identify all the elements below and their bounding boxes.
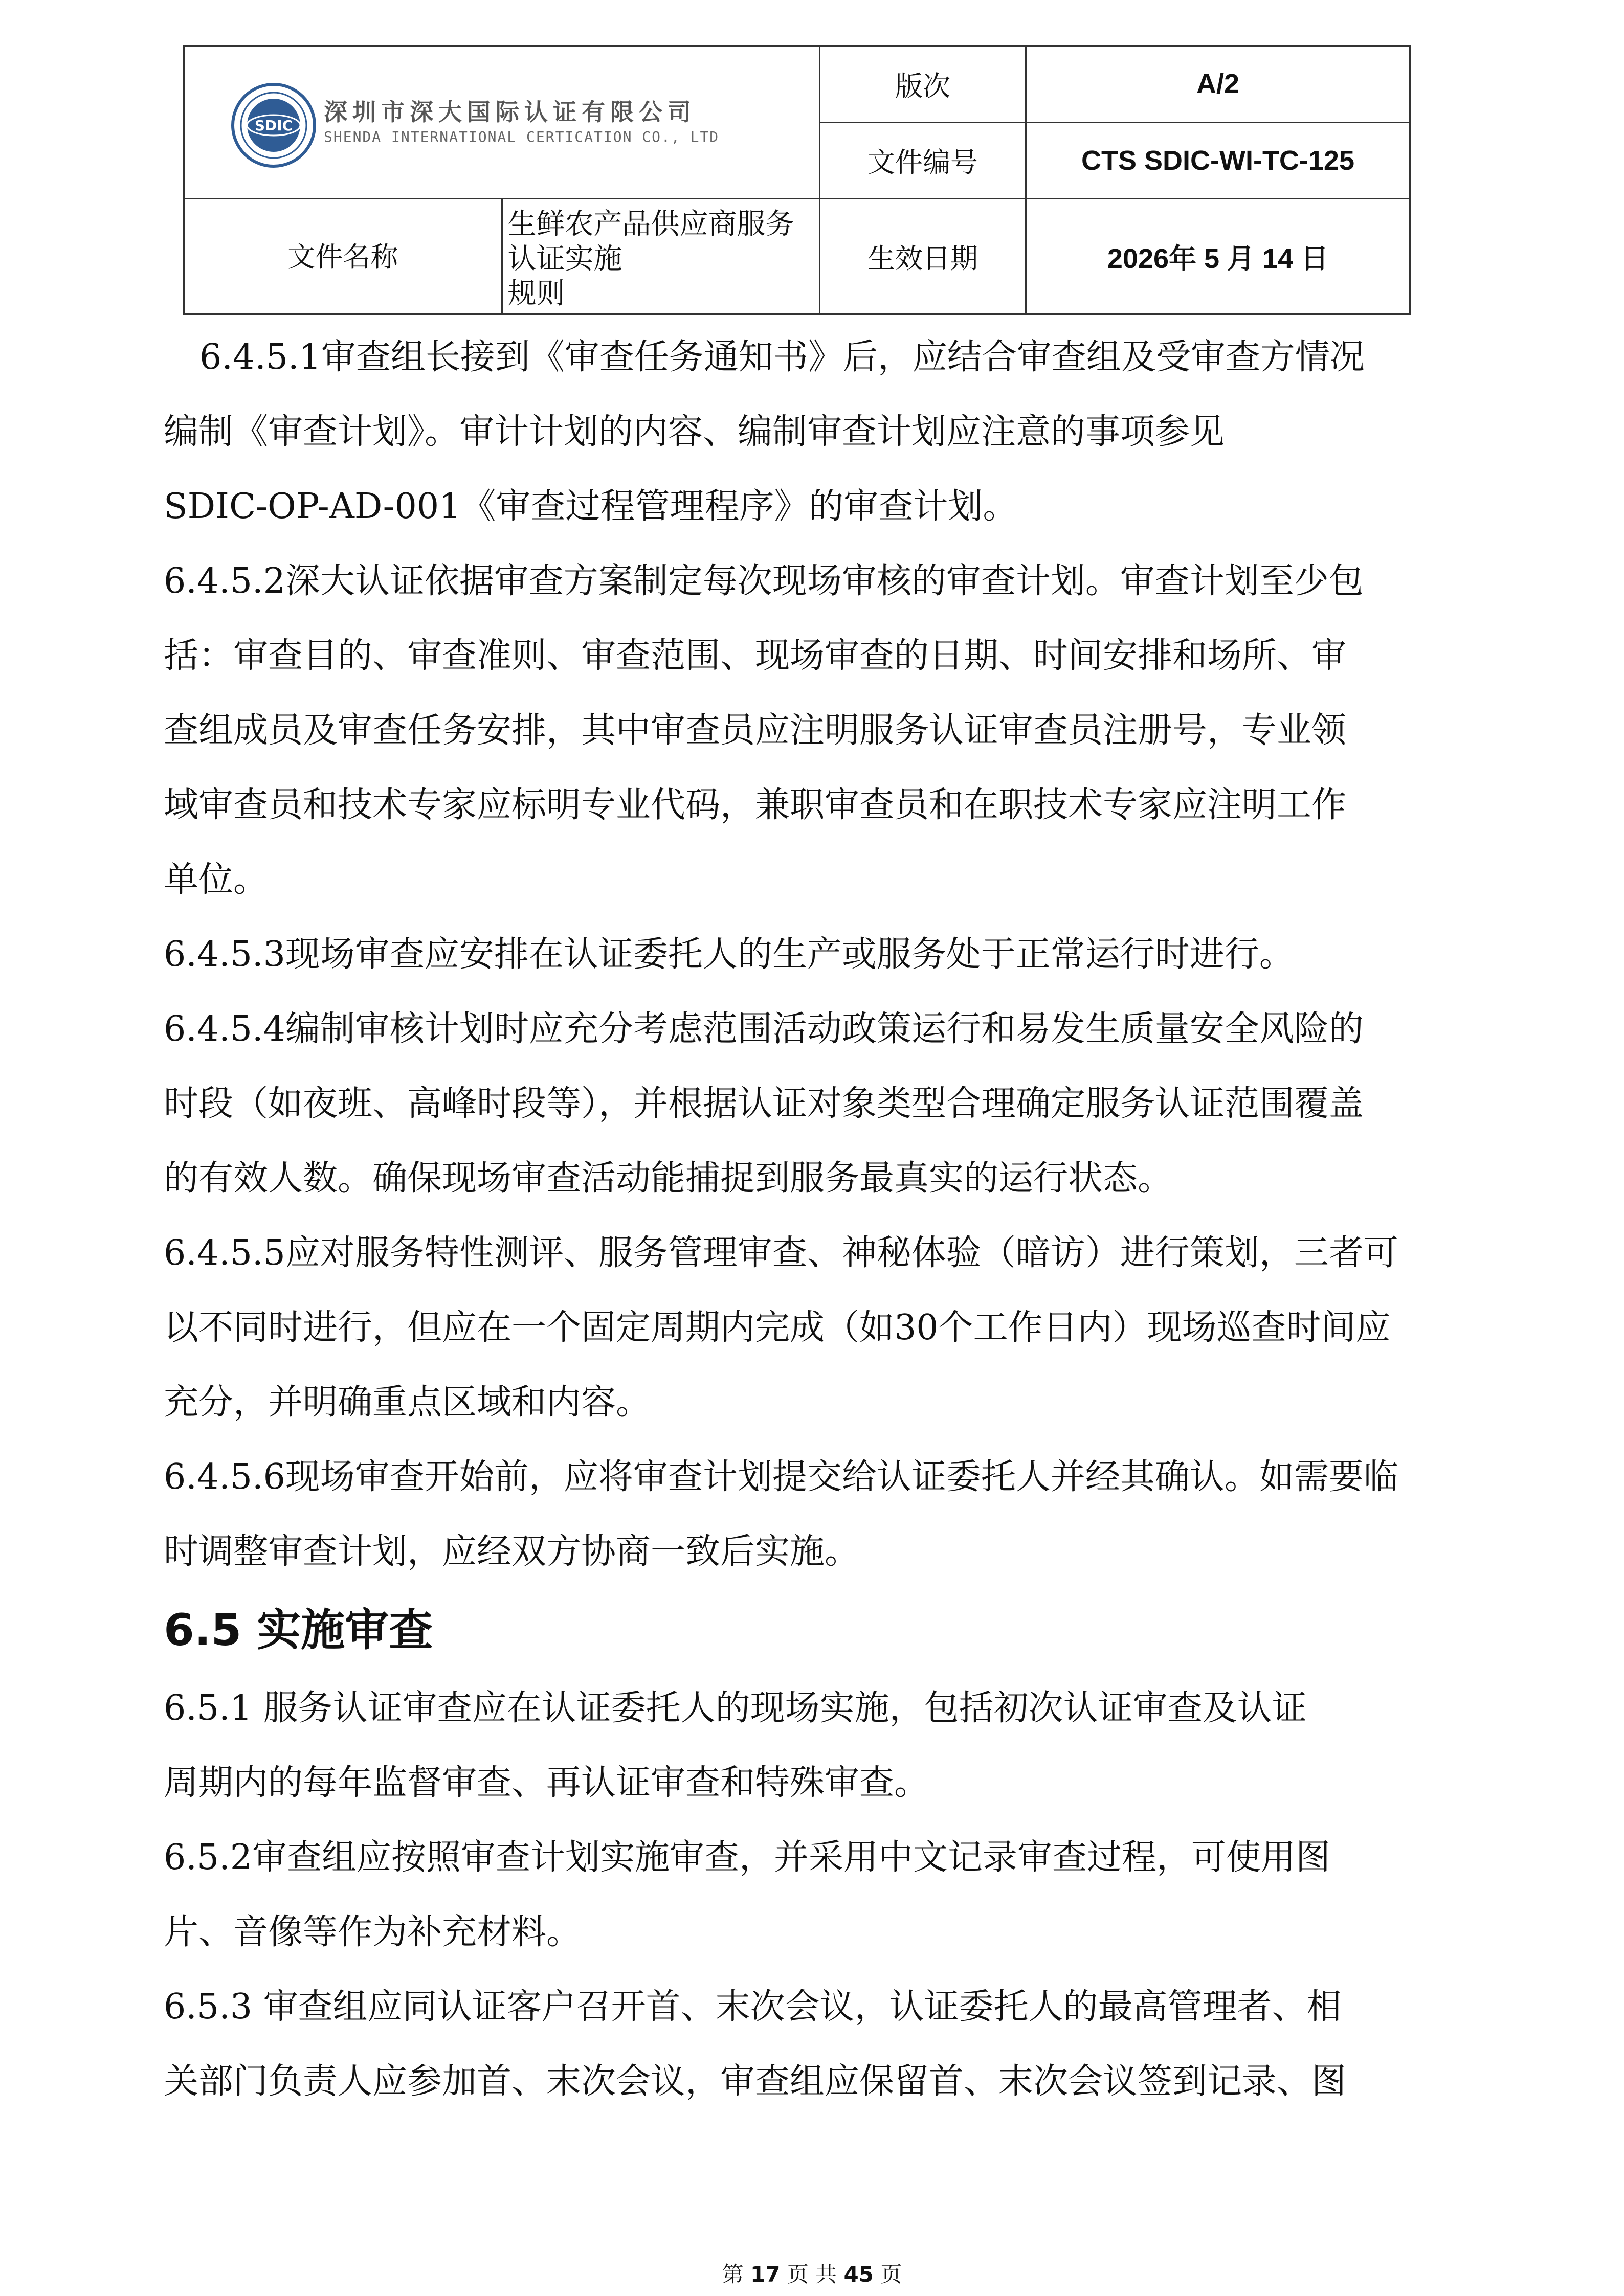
text-line: 以不同时进行，但应在一个固定周期内完成（如30个工作日内）现场巡查时间应 (164, 1308, 1391, 1348)
text-line: 单位。 (164, 860, 269, 900)
text-line: 6.4.5.5应对服务特性测评、服务管理审查、神秘体验（暗访）进行策划，三者可 (164, 1233, 1398, 1273)
paragraph-6-5-1 (164, 1671, 1473, 1820)
text-line: 6.4.5.4编制审核计划时应充分考虑范围活动政策运行和易发生质量安全风险的 (164, 1009, 1364, 1049)
paragraph-6-5-3 (164, 1970, 1473, 2119)
text-line: 查组成员及审查任务安排，其中审查员应注明服务认证审查员注册号，专业领 (164, 710, 1347, 751)
doc-number-label: 文件编号 (820, 122, 1026, 199)
text-line: 6.4.5.1审查组长接到《审查任务通知书》后，应结合审查组及受审查方情况 (199, 337, 1365, 377)
text-line: 6.5.2审查组应按照审查计划实施审查，并采用中文记录审查过程，可使用图 (164, 1837, 1331, 1878)
effective-date-label: 生效日期 (820, 199, 1026, 314)
text-line: 编制《审查计划》。审计计划的内容、编制审查计划应注意的事项参见 (164, 412, 1225, 452)
document-body (164, 320, 1473, 2119)
document-header-table (183, 45, 1411, 315)
text-line: 6.5.3 审查组应同认证客户召开首、末次会议，认证委托人的最高管理者、相 (164, 1987, 1342, 2027)
footer-middle: 页 共 (787, 2262, 837, 2287)
section-title-6-5: 6.5 实施审查 (164, 1605, 433, 1656)
doc-name-label: 文件名称 (184, 199, 502, 314)
footer-suffix: 页 (880, 2262, 902, 2287)
text-line: 片、音像等作为补充材料。 (164, 1912, 582, 1952)
version-value: A/2 (1026, 46, 1410, 123)
version-label: 版次 (820, 46, 1026, 123)
paragraph-6-4-5-3 (164, 917, 1473, 992)
logo-text: SDIC (254, 117, 293, 134)
logo-cell (184, 46, 820, 199)
total-page-number: 45 (843, 2262, 874, 2287)
text-line: 周期内的每年监督审查、再认证审查和特殊审查。 (164, 1763, 929, 1803)
doc-number-value: CTS SDIC-WI-TC-125 (1026, 122, 1410, 199)
text-line: 域审查员和技术专家应标明专业代码，兼职审查员和在职技术专家应注明工作 (164, 785, 1347, 825)
text-line: 充分，并明确重点区域和内容。 (164, 1382, 651, 1423)
text-line: 的有效人数。确保现场审查活动能捕捉到服务最真实的运行状态。 (164, 1158, 1173, 1199)
text-line: 括：审查目的、审查准则、审查范围、现场审查的日期、时间安排和场所、审 (164, 636, 1347, 676)
text-line: 6.4.5.3现场审查应安排在认证委托人的生产或服务处于正常运行时进行。 (164, 934, 1294, 975)
text-line: 6.4.5.6现场审查开始前，应将审查计划提交给认证委托人并经其确认。如需要临 (164, 1457, 1398, 1497)
company-name-cn: 深圳市深大国际认证有限公司 (324, 98, 696, 126)
doc-name-line-2: 规则 (507, 277, 565, 310)
current-page-number: 17 (750, 2262, 781, 2287)
sdic-logo-icon (231, 82, 317, 168)
paragraph-6-4-5-6 (164, 1440, 1473, 1589)
company-name-en: SHENDA INTERNATIONAL CERTICATION CO., LTD (324, 128, 720, 145)
text-line: 6.5.1 服务认证审查应在认证委托人的现场实施，包括初次认证审查及认证 (164, 1688, 1307, 1728)
text-line: SDIC-OP-AD-001《审查过程管理程序》的审查计划。 (164, 486, 1018, 527)
footer-prefix: 第 (722, 2262, 744, 2287)
effective-date-value: 2026年 5 月 14 日 (1026, 199, 1410, 314)
paragraph-6-4-5-4 (164, 992, 1473, 1216)
paragraph-6-4-5-2 (164, 544, 1473, 917)
page-footer (0, 2258, 1624, 2288)
text-line: 6.4.5.2深大认证依据审查方案制定每次现场审核的审查计划。审查计划至少包 (164, 561, 1364, 601)
paragraph-6-5-2 (164, 1820, 1473, 1970)
doc-name-line-1: 生鲜农产品供应商服务认证实施 (507, 208, 794, 276)
text-line: 关部门负责人应参加首、末次会议，审查组应保留首、末次会议签到记录、图 (164, 2061, 1347, 2102)
doc-name-value (502, 199, 820, 314)
paragraph-6-4-5-5 (164, 1216, 1473, 1440)
text-line: 时段（如夜班、高峰时段等），并根据认证对象类型合理确定服务认证范围覆盖 (164, 1084, 1364, 1124)
text-line: 时调整审查计划，应经双方协商一致后实施。 (164, 1532, 860, 1572)
paragraph-6-4-5-1 (164, 320, 1473, 544)
